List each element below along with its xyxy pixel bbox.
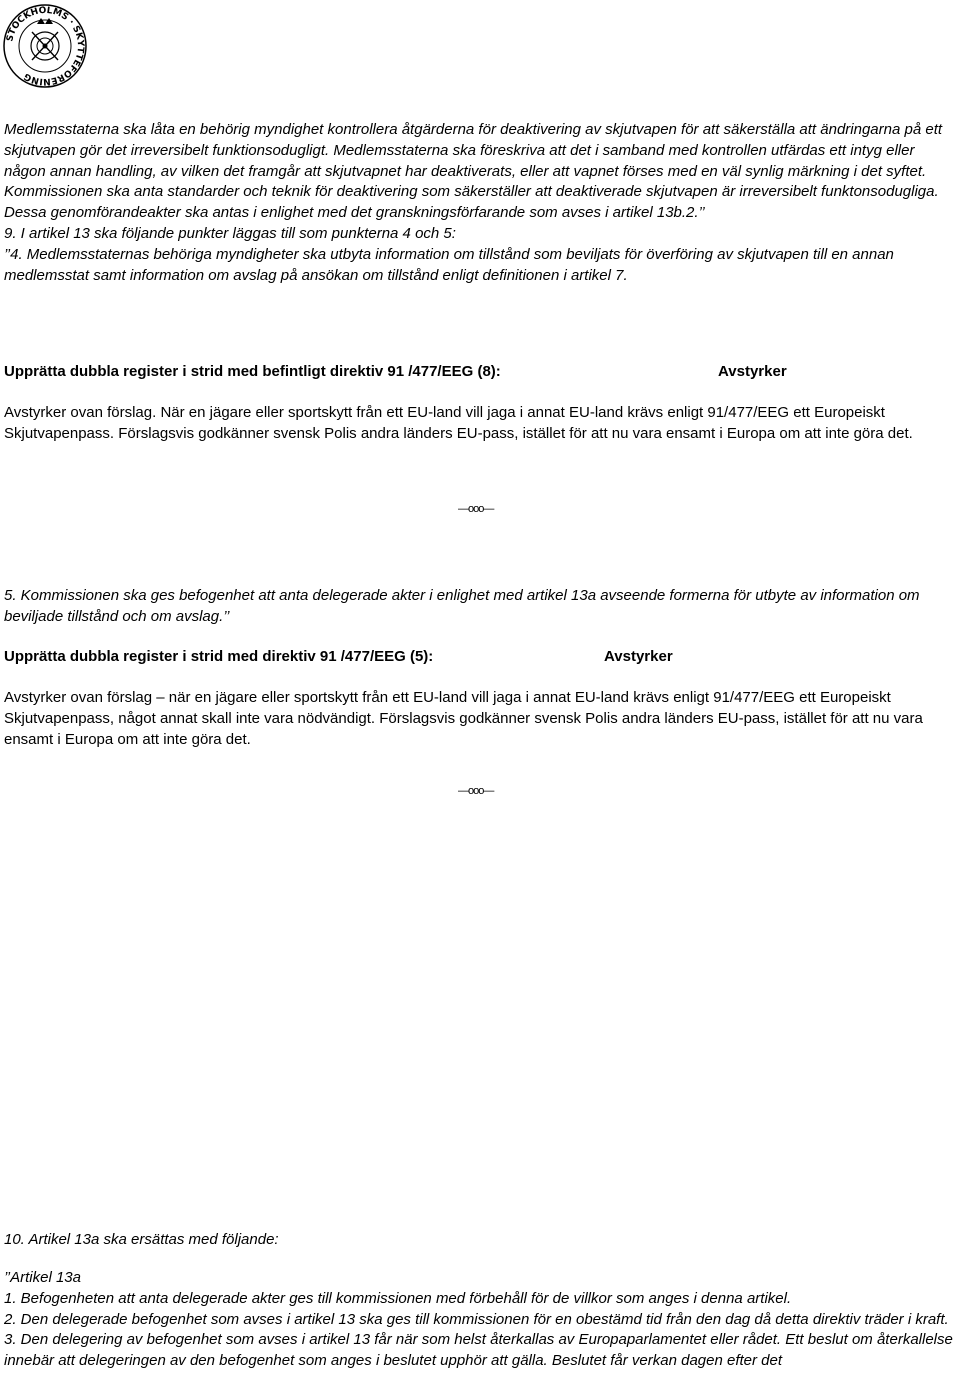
svg-text:STOCKHOLMS · SKYTTEFÖRENING: STOCKHOLMS · SKYTTEFÖRENING	[5, 5, 86, 87]
section-2: 5. Kommissionen ska ges befogenhet att anta delegerade akter i enlighet med artikel 13a avseende formerna för utbyte av information om beviljade tillstånd och om avslag.’’	[4, 587, 920, 625]
list-item: 2. Den delegerade befogenhet som avses i artikel 13 ska ges till kommissionen för en obestämd tid från den dag då detta direktiv träder i kraft.	[4, 1310, 949, 1328]
verdict-2: Avstyrker	[604, 648, 673, 665]
paragraph: ’’4. Medlemsstaternas behöriga myndigheter ska utbyta information om tillstånd som beviljats för överföring av skjutvapen till en annan medlemsstat samt information om avslag på ansökan om tillstånd enligt definitionen i artikel 7.	[4, 245, 894, 284]
section-1	[4, 120, 954, 286]
heading-2: Upprätta dubbla register i strid med direktiv 91 /477/EEG (5):	[4, 648, 434, 665]
section-3	[4, 1268, 954, 1372]
separator-1: —ooo—	[458, 503, 494, 515]
article-title: ’’Artikel 13a	[4, 1269, 81, 1286]
club-seal-logo	[2, 2, 88, 90]
comment-2: Avstyrker ovan förslag – när en jägare eller sportskytt från ett EU-land vill jaga i annat EU-land krävs enligt 91/477/EEG ett Europeiskt Skjutvapenpass, något annat skall inte vara nödvändigt. Förslagsvis godkänner svensk Polis andra länders EU-pass, istället för att nu vara ensamt i Europa om att inte göra det.	[4, 689, 923, 748]
paragraph: 9. I artikel 13 ska följande punkter läggas till som punkterna 4 och 5:	[4, 224, 456, 242]
paragraph: Kommissionen ska anta standarder och teknik för deaktivering som säkerställer att deaktiverade skjutvapen är irreversibelt funktonsodugliga. Dessa genomförandeakter ska antas i enlighet med det granskningsförfarande som avses i artikel 13b.2.’’	[4, 183, 939, 222]
section-3-intro: 10. Artikel 13a ska ersättas med följande:	[4, 1231, 279, 1248]
list-item: 1. Befogenheten att anta delegerade akter ges till kommissionen med förbehåll för de villkor som anges i denna artikel.	[4, 1289, 792, 1307]
comment-1: Avstyrker ovan förslag. När en jägare eller sportskytt från ett EU-land vill jaga i annat EU-land krävs enligt 91/477/EEG ett Europeiskt Skjutvapenpass. Förslagsvis godkänner svensk Polis andra länders EU-pass, istället för att nu vara ensamt i Europa om att inte göra det.	[4, 404, 913, 442]
heading-1: Upprätta dubbla register i strid med befintligt direktiv 91 /477/EEG (8):	[4, 363, 501, 380]
paragraph: Medlemsstaterna ska låta en behörig myndighet kontrollera åtgärderna för deaktivering av skjutvapen för att säkerställa att ändringarna på ett skjutvapen gör det irreversibelt funktionsodugligt. Medlemsstaterna ska föreskriva att det i samband med kontrollen utfärdas ett intyg eller någon annan handling, av vilken det framgår att skjutvapnet har deaktiverats, eller att vapnet förses med en väl synlig märkning i det syftet.	[4, 121, 943, 180]
verdict-1: Avstyrker	[718, 363, 787, 380]
list-item: 3. Den delegering av befogenhet som avses i artikel 13 får när som helst återkallas av Europaparlamentet eller rådet. Ett beslut om återkallelse innebär att delegeringen av den befogenhet som anges i beslutet upphör att gälla. Beslutet får verkan dagen efter det	[4, 1331, 953, 1370]
separator-2: —ooo—	[458, 785, 494, 797]
